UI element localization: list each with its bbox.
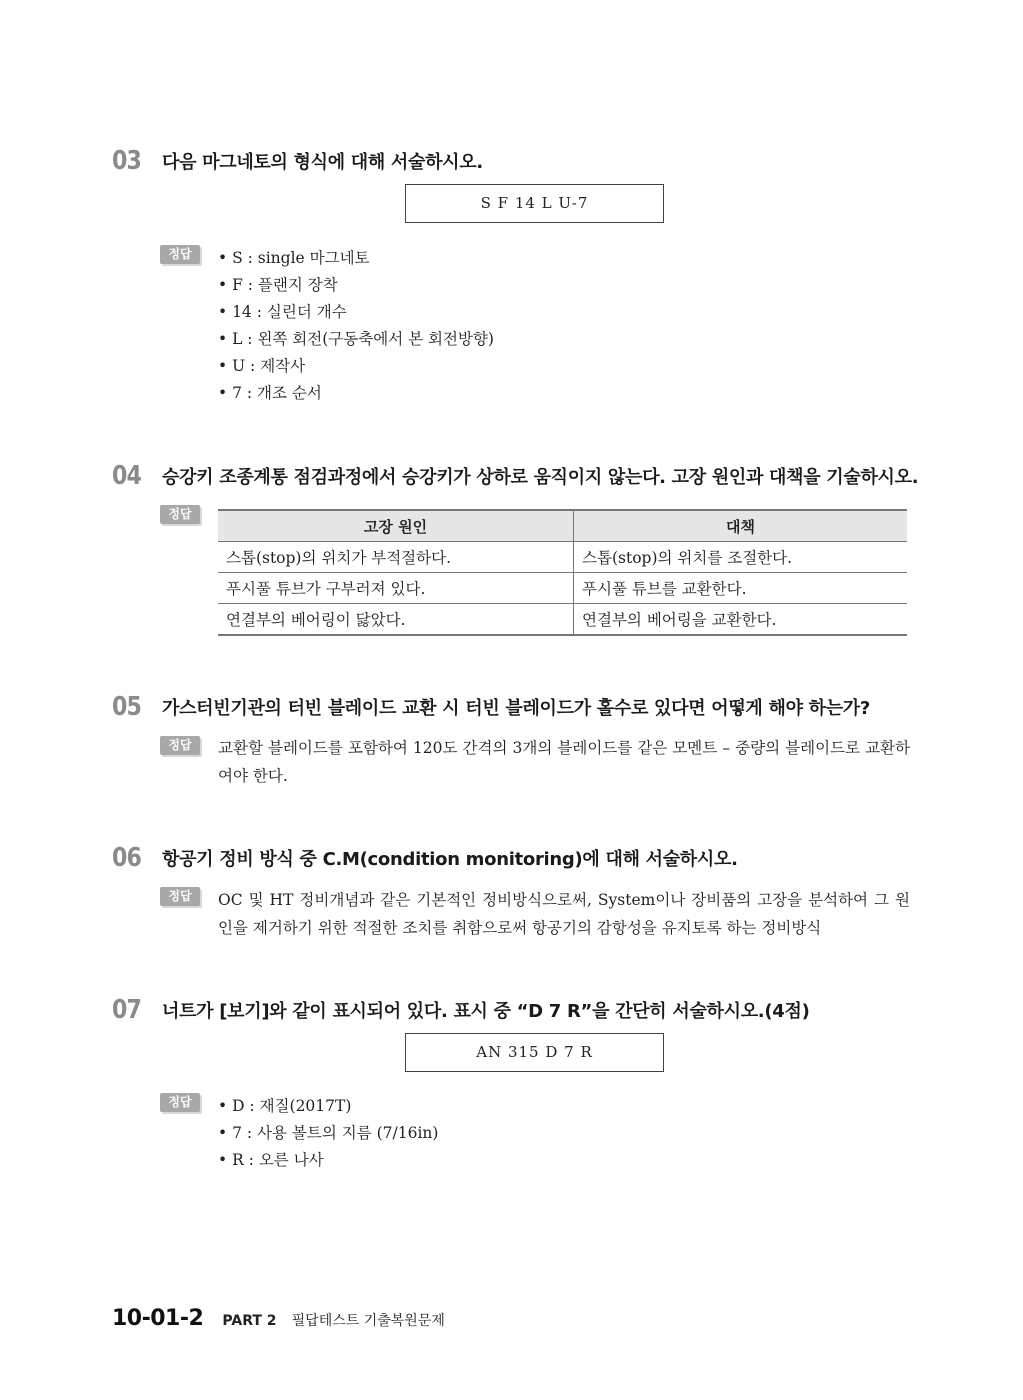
table-cell: 연결부의 베어링을 교환한다. <box>574 604 907 636</box>
table-header-cause: 고장 원인 <box>218 510 574 542</box>
table-header-row <box>218 510 907 542</box>
answer-badge: 정답 <box>160 245 200 264</box>
example-box: AN 315 D 7 R <box>405 1033 664 1072</box>
question-number: 04 <box>112 461 142 491</box>
list-item: • L : 왼쪽 회전(구동축에서 본 회전방향) <box>218 330 494 348</box>
table-cell: 푸시풀 튜브를 교환한다. <box>574 573 907 604</box>
example-box: S F 14 L U-7 <box>405 184 664 223</box>
list-item: • U : 제작사 <box>218 357 306 375</box>
answer-text: OC 및 HT 정비개념과 같은 기본적인 정비방식으로써, System이나 장비품의 고장을 분석하여 그 원인을 제거하기 위한 적절한 조치를 취함으로써 항공기의 감항성을 유지토록 하는 정비방식 <box>218 891 910 937</box>
page-footer <box>112 1306 445 1331</box>
table-cell: 푸시풀 튜브가 구부러져 있다. <box>218 573 574 604</box>
question-text: 승강키 조종계통 점검과정에서 승강키가 상하로 움직이지 않는다. 고장 원인과 대책을 기술하시오. <box>162 467 919 488</box>
question-number: 03 <box>112 146 142 176</box>
part-title: 필답테스트 기출복원문제 <box>291 1313 445 1329</box>
question-number: 06 <box>112 843 142 873</box>
table-header-remedy: 대책 <box>574 510 907 542</box>
answer-text: 교환할 블레이드를 포함하여 120도 간격의 3개의 블레이드를 같은 모멘트 – 중량의 블레이드로 교환하여야 한다. <box>218 739 910 785</box>
table-row <box>218 573 907 604</box>
list-item: • F : 플랜지 장착 <box>218 276 338 294</box>
answer-table <box>218 509 907 636</box>
answer-badge: 정답 <box>160 887 200 906</box>
table-cell: 스톱(stop)의 위치가 부적절하다. <box>218 542 574 573</box>
table-cell: 연결부의 베어링이 닳았다. <box>218 604 574 636</box>
question-number: 05 <box>112 692 142 722</box>
table-cell: 스톱(stop)의 위치를 조절한다. <box>574 542 907 573</box>
table-row <box>218 542 907 573</box>
page-number: 10-01-2 <box>112 1306 204 1331</box>
list-item: • 7 : 사용 볼트의 지름 (7/16in) <box>218 1124 439 1142</box>
list-item: • 7 : 개조 순서 <box>218 384 322 402</box>
table-row <box>218 604 907 636</box>
answer-badge: 정답 <box>160 505 200 524</box>
question-text: 너트가 [보기]와 같이 표시되어 있다. 표시 중 “D 7 R”을 간단히 서술하시오.(4점) <box>162 1001 810 1022</box>
answer-badge: 정답 <box>160 736 200 755</box>
list-item: • S : single 마그네토 <box>218 249 370 267</box>
answer-list <box>218 245 494 407</box>
list-item: • D : 재질(2017T) <box>218 1097 352 1115</box>
question-text: 다음 마그네토의 형식에 대해 서술하시오. <box>162 152 483 173</box>
list-item: • R : 오른 나사 <box>218 1151 324 1169</box>
question-text: 항공기 정비 방식 중 C.M(condition monitoring)에 대해 서술하시오. <box>162 849 738 870</box>
answer-list <box>218 1093 438 1174</box>
list-item: • 14 : 실린더 개수 <box>218 303 347 321</box>
part-label: PART 2 <box>222 1313 277 1329</box>
question-text: 가스터빈기관의 터빈 블레이드 교환 시 터빈 블레이드가 홀수로 있다면 어떻게 해야 하는가? <box>162 698 871 719</box>
answer-badge: 정답 <box>160 1093 200 1112</box>
question-number: 07 <box>112 995 142 1025</box>
